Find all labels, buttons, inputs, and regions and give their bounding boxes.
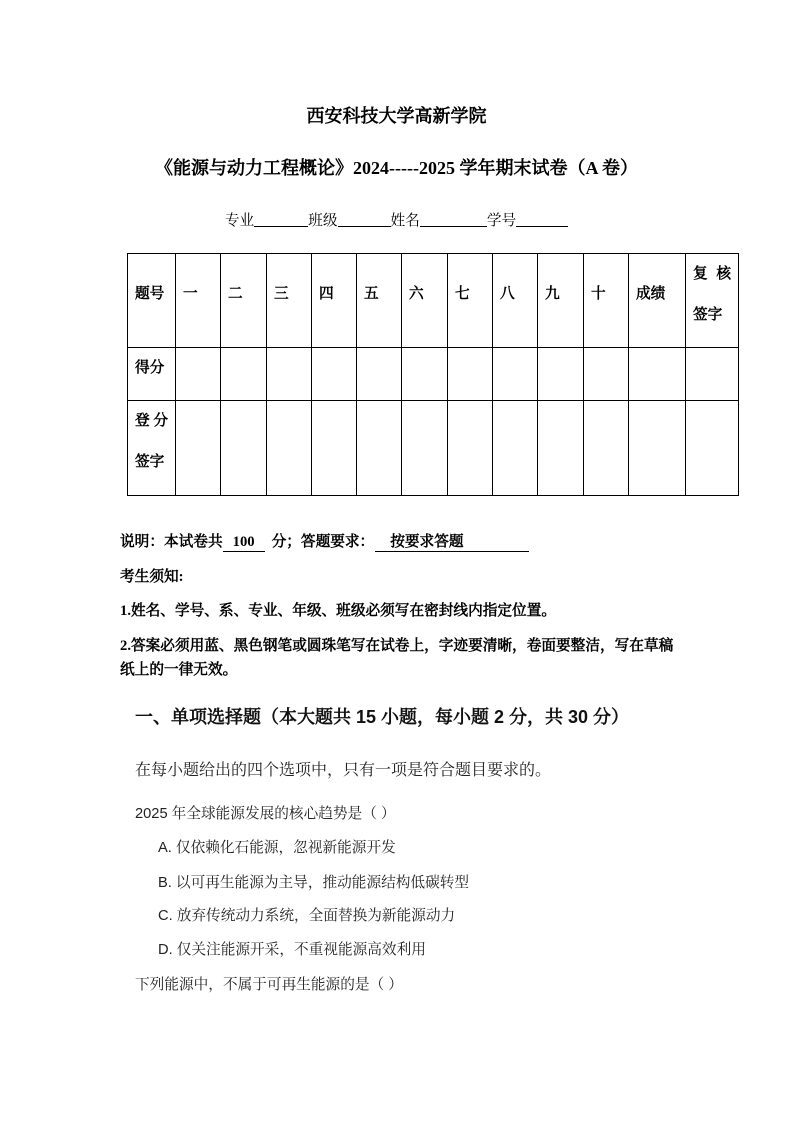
score-cell: [448, 348, 493, 401]
table-header-q2: [221, 254, 267, 348]
sign-cell: [629, 401, 686, 496]
table-row-label-score: [128, 348, 176, 401]
table-header-label: 五: [364, 286, 379, 302]
table-header-q1: [176, 254, 221, 348]
sign-cell: [686, 401, 739, 496]
score-cell: [267, 348, 312, 401]
sign-cell: [267, 401, 312, 496]
sign-cell: [357, 401, 402, 496]
score-cell: [584, 348, 629, 401]
table-header-label: 九: [545, 286, 560, 302]
name-blank: [420, 213, 487, 227]
id-blank: [516, 213, 568, 227]
score-cell: [221, 348, 267, 401]
sign-cell: [493, 401, 538, 496]
option-item: B. 以可再生能源为主导，推动能源结构低碳转型: [158, 875, 470, 891]
score-cell: [357, 348, 402, 401]
instruction-item: 1.姓名、学号、系、专业、年级、班级必须写在密封线内指定位置。: [120, 603, 557, 619]
table-header-label: 十: [591, 286, 606, 302]
sign-cell: [448, 401, 493, 496]
class-label: 班级: [308, 213, 338, 229]
student-info-line: [0, 209, 793, 233]
major-blank: [254, 213, 308, 227]
table-header-total: [629, 254, 686, 348]
notes-middle: 分；答题要求：: [271, 534, 375, 550]
table-header-q4: [312, 254, 357, 348]
table-header-q3: [267, 254, 312, 348]
exam-notes: [120, 530, 720, 554]
table-header-q9: [538, 254, 584, 348]
sign-cell: [538, 401, 584, 496]
question-stem: 2025 年全球能源发展的核心趋势是（ ）: [135, 806, 396, 822]
answer-requirement: 按要求答题: [375, 534, 529, 552]
school-title: 西安科技大学高新学院: [306, 106, 487, 126]
score-cell: [176, 348, 221, 401]
notes-prefix: 说明：本试卷共: [120, 534, 223, 550]
instruction-item: 2.答案必须用蓝、黑色钢笔或圆珠笔写在试卷上，字迹要清晰，卷面要整洁，写在草稿纸上的一律无效。: [120, 638, 674, 678]
score-cell: [629, 348, 686, 401]
table-header-q10: [584, 254, 629, 348]
table-header-label: 六: [409, 286, 424, 302]
name-label: 姓名: [390, 213, 420, 229]
table-row-label-sign: [128, 401, 176, 496]
table-header-label: 八: [500, 286, 515, 302]
table-header-label: 四: [319, 286, 334, 302]
question-stem: 下列能源中，不属于可再生能源的是（ ）: [135, 977, 403, 993]
option-item: C. 放弃传统动力系统，全面替换为新能源动力: [158, 908, 456, 924]
table-header-label: 复核签字: [693, 265, 731, 323]
score-cell: [686, 348, 739, 401]
table-header-question-no: [128, 254, 176, 348]
sign-cell: [584, 401, 629, 496]
score-cell: [538, 348, 584, 401]
table-header-q7: [448, 254, 493, 348]
section-intro: 在每小题给出的四个选项中，只有一项是符合题目要求的。: [135, 762, 552, 779]
option-item: A. 仅依赖化石能源，忽视新能源开发: [158, 840, 396, 856]
table-header-review-sign: [686, 254, 739, 348]
table-header-label: 三: [274, 286, 289, 302]
sign-cell: [312, 401, 357, 496]
table-header-q5: [357, 254, 402, 348]
table-header-q6: [402, 254, 448, 348]
table-header-label: 成绩: [636, 286, 666, 302]
sign-cell: [176, 401, 221, 496]
table-row-label: 得分: [135, 359, 165, 376]
score-cell: [493, 348, 538, 401]
table-header-q8: [493, 254, 538, 348]
score-cell: [402, 348, 448, 401]
table-header-label: 一: [183, 286, 198, 302]
score-table: [127, 253, 739, 496]
total-score: 100: [223, 534, 265, 552]
exam-title: 《能源与动力工程概论》2024-----2025 学年期末试卷（A 卷）: [155, 158, 638, 178]
table-header-label: 七: [455, 286, 470, 302]
table-row-label: 登分签字: [135, 413, 168, 470]
major-label: 专业: [224, 213, 255, 229]
table-header-label: 二: [228, 286, 243, 302]
option-item: D. 仅关注能源开采，不重视能源高效利用: [158, 942, 426, 958]
class-blank: [338, 213, 391, 227]
score-cell: [312, 348, 357, 401]
section-title: 一、单项选择题（本大题共 15 小题，每小题 2 分，共 30 分）: [135, 707, 630, 727]
id-label: 学号: [486, 213, 517, 229]
sign-cell: [402, 401, 448, 496]
table-header-label: 题号: [135, 286, 165, 302]
sign-cell: [221, 401, 267, 496]
instructions-title: 考生须知:: [120, 569, 184, 585]
